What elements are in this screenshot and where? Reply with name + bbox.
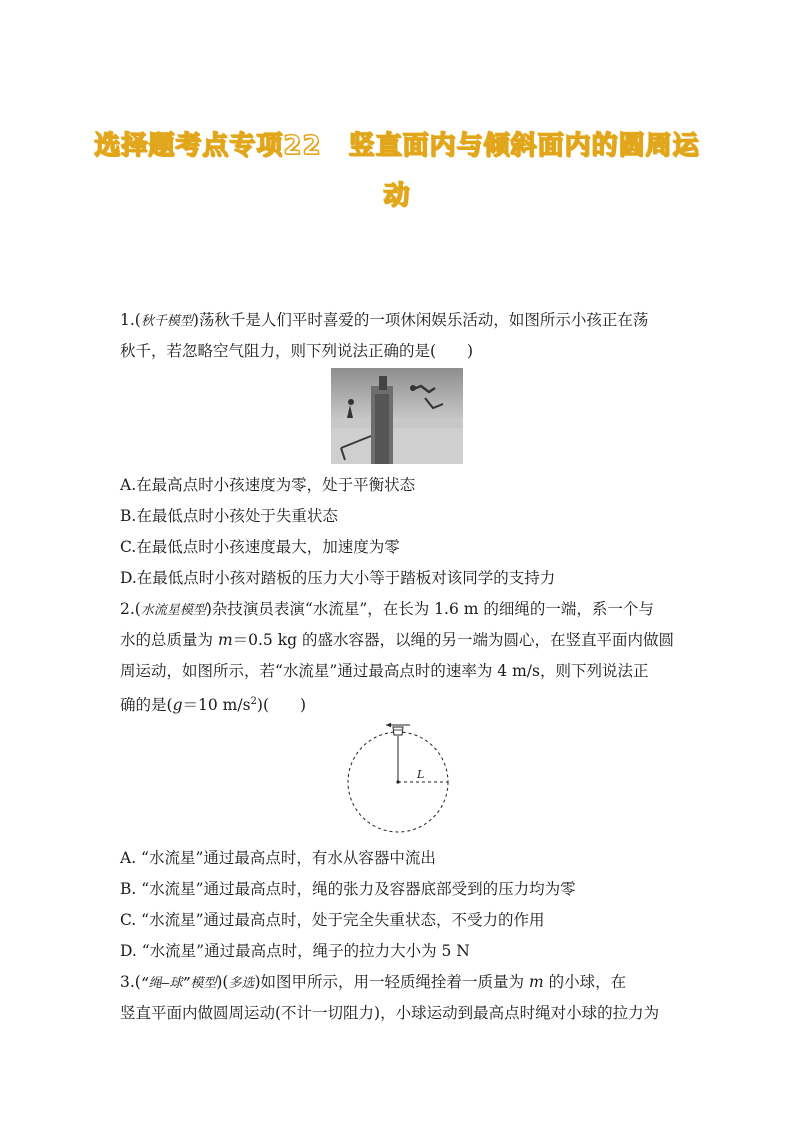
q2-option-b: B. “水流星”通过最高点时，绳的张力及容器底部受到的压力均为零 bbox=[120, 880, 576, 898]
q2-stem-line1: 2.(水流星模型)杂技演员表演“水流星”，在长为 1.6 m 的细绳的一端，系一个与 bbox=[120, 600, 654, 618]
water-meteor-diagram bbox=[316, 722, 480, 834]
q1-option-a: A.在最高点时小孩速度为零，处于平衡状态 bbox=[120, 476, 416, 494]
q1-stem-line1: 1.(秋千模型)荡秋千是人们平时喜爱的一项休闲娱乐活动，如图所示小孩正在荡 bbox=[120, 311, 649, 329]
q3-multi-tag: 多选 bbox=[228, 976, 255, 991]
q2-option-c: C. “水流星”通过最高点时，处于完全失重状态，不受力的作用 bbox=[120, 911, 545, 929]
center-dot bbox=[396, 780, 399, 783]
q2-model-tag: 水流星模型 bbox=[140, 603, 206, 618]
q1-option-d: D.在最低点时小孩对踏板的压力大小等于踏板对该同学的支持力 bbox=[120, 569, 556, 587]
q1-model-tag: 秋千模型 bbox=[140, 314, 193, 329]
page-title: 选择题考点专项22 竖直面内与倾斜面内的圆周运 bbox=[94, 131, 700, 161]
q2-option-a: A. “水流星”通过最高点时，有水从容器中流出 bbox=[120, 849, 436, 867]
q2-option-d: D. “水流星”通过最高点时，绳子的拉力大小为 5 N bbox=[120, 942, 470, 960]
q1-option-c: C.在最低点时小孩速度最大，加速度为零 bbox=[120, 538, 400, 556]
length-label: L bbox=[417, 768, 425, 781]
page-title-continued: 动 bbox=[383, 181, 411, 211]
q3-model-tag: “绳—球”模型 bbox=[140, 976, 217, 991]
q2-stem-line4: 确的是(g＝10 $m/s^2$)( ) bbox=[120, 696, 307, 715]
container-icon bbox=[393, 727, 403, 735]
q2-stem-line3: 周运动，如图所示，若“水流星”通过最高点时的速率为 4 m/s，则下列说法正 bbox=[120, 662, 649, 680]
q3-stem-line2: 竖直平面内做圆周运动(不计一切阻力)，小球运动到最高点时绳对小球的拉力为 bbox=[120, 1004, 660, 1022]
q3-stem-line1: 3.(“绳—球”模型)(多选)如图甲所示，用一轻质绳拴着一质量为 m 的小球，在 bbox=[120, 973, 627, 991]
swing-photo bbox=[331, 368, 463, 464]
q1-stem-line2: 秋千，若忽略空气阻力，则下列说法正确的是( ) bbox=[120, 342, 474, 360]
q1-option-b: B.在最低点时小孩处于失重状态 bbox=[120, 507, 338, 525]
q2-stem-line2: 水的总质量为 m＝0.5 kg 的盛水容器，以绳的另一端为圆心，在竖直平面内做圆 bbox=[120, 631, 674, 649]
